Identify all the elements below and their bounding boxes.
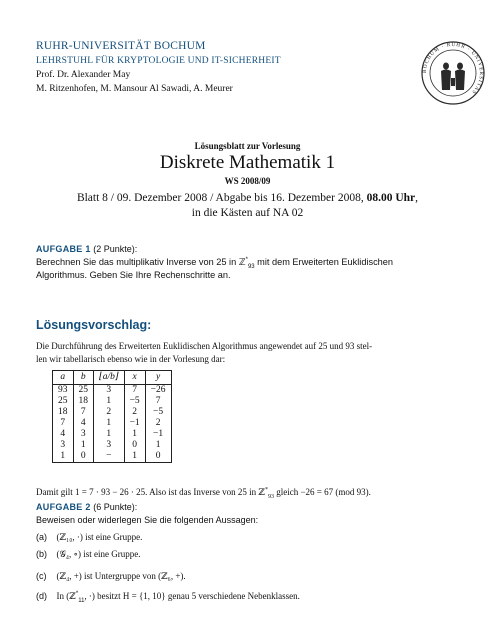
sheet-info-text: Blatt 8 / 09. Dezember 2008 / Abgabe bis 16. Dezember 2008,: [76, 192, 364, 204]
statement-label: (b): [36, 549, 47, 559]
task1-set-sub: 93: [247, 263, 255, 270]
euclid-table-header: [53, 371, 172, 385]
deadline-suffix: ,: [415, 192, 419, 204]
statement-label: (d): [36, 591, 47, 601]
table-cell: −5: [124, 396, 145, 407]
header-x: x: [124, 371, 145, 385]
conclusion-text-b: gleich −26 = 67 (mod 93).: [273, 487, 371, 497]
table-cell: 2: [124, 407, 145, 418]
statement-sub: 11: [78, 597, 85, 604]
table-cell: 2: [145, 418, 171, 429]
statement-text: (𝒢₄, ∘) ist eine Gruppe.: [56, 549, 141, 559]
table-cell: 0: [73, 451, 94, 463]
sheet-label: Lösungsblatt zur Vorlesung: [194, 141, 301, 151]
statement-text: (ℤ₄, +) ist Untergruppe von (ℤ₆, +).: [56, 571, 186, 581]
table-cell: 1: [94, 396, 125, 407]
conclusion-sub: 93: [267, 493, 274, 500]
table-cell: −5: [145, 407, 171, 418]
task2-label: AUFGABE 2: [36, 502, 91, 512]
header-y: y: [145, 371, 171, 385]
task2-intro: Beweisen oder widerlegen Sie die folgenden Aussagen:: [36, 515, 259, 525]
table-cell: 1: [124, 451, 145, 463]
course-title: Diskrete Mathematik 1: [159, 152, 336, 173]
table-cell: 18: [73, 396, 94, 407]
solution-intro-line2: len wir tabellarisch ebenso wie in der Vorlesung dar:: [36, 354, 226, 364]
university-seal-logo: [420, 40, 486, 106]
university-name: RUHR-UNIVERSITÄT BOCHUM: [36, 40, 206, 52]
table-cell: 1: [94, 418, 125, 429]
table-cell: 7: [73, 407, 94, 418]
table-cell: 2: [94, 407, 125, 418]
seal-ring-text: BOCHUM · RUHR · UNIVERSITAS: [421, 41, 485, 96]
task1-text-b: mit dem Erweiterten Euklidischen: [254, 257, 394, 268]
chair-name: LEHRSTUHL FÜR KRYPTOLOGIE UND IT-SICHERHEIT: [36, 56, 281, 66]
professor-name: Prof. Dr. Alexander May: [36, 70, 131, 80]
conclusion-text-a: Damit gilt 1 = 7 · 93 − 26 · 25. Also ist das Inverse von 25 in ℤ: [36, 487, 265, 497]
statement-label: (c): [36, 571, 47, 581]
table-cell: 7: [124, 385, 145, 397]
task2-points: (6 Punkte):: [93, 502, 138, 512]
table-cell: 3: [53, 440, 74, 451]
solution-conclusion: [36, 487, 371, 500]
table-cell: 0: [145, 451, 171, 463]
submit-place: in die Kästen auf NA 02: [191, 207, 304, 219]
task1-text-line1: [36, 257, 466, 270]
table-cell: 25: [53, 396, 74, 407]
task1-text-line2: Algorithmus. Geben Sie Ihre Rechenschritte an.: [36, 270, 231, 280]
statement-sup: *: [75, 591, 79, 597]
table-cell: 7: [53, 418, 74, 429]
table-cell: 25: [73, 385, 94, 397]
table-cell: 3: [73, 429, 94, 440]
task1-text-a: Berechnen Sie das multiplikativ Inverse von 25 in ℤ: [36, 257, 246, 268]
solution-heading: Lösungsvorschlag:: [36, 318, 152, 332]
task1-set-sup: *: [245, 257, 248, 263]
statement-b: [36, 549, 140, 560]
table-row: [53, 451, 172, 463]
table-row: [53, 429, 172, 440]
statement-label: (a): [36, 532, 47, 542]
table-cell: 7: [145, 396, 171, 407]
table-row: [53, 418, 172, 429]
table-cell: 93: [53, 385, 74, 397]
statement-text-a: In (ℤ: [56, 591, 76, 601]
table-cell: −1: [124, 418, 145, 429]
statement-text: (ℤ₁₀, ·) ist eine Gruppe.: [56, 532, 143, 542]
table-row: [53, 440, 172, 451]
table-cell: 1: [94, 429, 125, 440]
table-cell: 3: [94, 440, 125, 451]
header-quotient: ⌊a/b⌋: [94, 371, 125, 385]
task2-heading: [36, 502, 137, 512]
task1-points: (2 Punkte):: [93, 244, 138, 254]
table-row: [53, 407, 172, 418]
table-row: [53, 385, 172, 397]
table-cell: 0: [124, 440, 145, 451]
statement-c: [36, 571, 186, 582]
table-row: [53, 396, 172, 407]
table-cell: 4: [53, 429, 74, 440]
table-cell: −: [94, 451, 125, 463]
table-cell: 18: [53, 407, 74, 418]
statement-text-b: , ·) besitzt H = {1, 10} genau 5 verschiedene Nebenklassen.: [84, 591, 300, 601]
table-cell: 1: [145, 440, 171, 451]
conclusion-sup: *: [264, 487, 268, 493]
semester: WS 2008/09: [224, 176, 271, 186]
table-cell: 1: [73, 440, 94, 451]
task1-heading: [36, 244, 137, 254]
table-cell: −1: [145, 429, 171, 440]
statement-a: [36, 532, 142, 543]
solution-intro-line1: Die Durchführung des Erweiterten Euklidischen Algorithmus angewendet auf 25 und 93 stel-: [36, 341, 373, 351]
table-cell: −26: [145, 385, 171, 397]
header-a: a: [53, 371, 74, 385]
statement-d: [36, 591, 300, 604]
table-cell: 4: [73, 418, 94, 429]
task1-label: AUFGABE 1: [36, 244, 91, 254]
header-b: b: [73, 371, 94, 385]
euclid-table: [52, 370, 172, 463]
sheet-info: [0, 192, 495, 204]
deadline-time: 08.00 Uhr: [366, 192, 416, 204]
table-cell: 1: [124, 429, 145, 440]
staff-names: M. Ritzenhofen, M. Mansour Al Sawadi, A. Meurer: [36, 84, 233, 94]
table-cell: 1: [53, 451, 74, 463]
table-cell: 3: [94, 385, 125, 397]
